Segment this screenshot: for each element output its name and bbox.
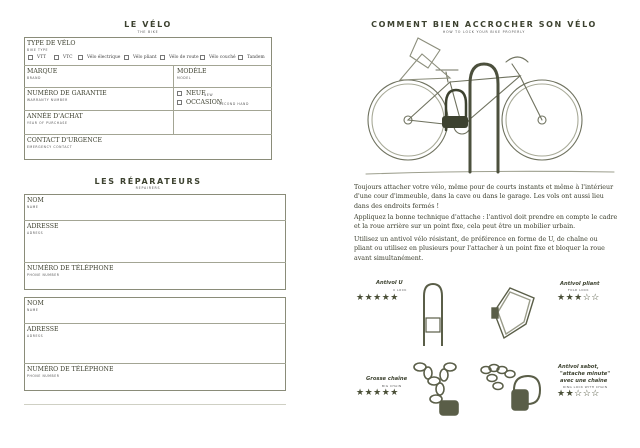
new-label: NEUF (186, 90, 206, 97)
divider (24, 134, 272, 135)
divider (24, 262, 286, 263)
new-sublabel: NEW (204, 93, 214, 97)
warranty-label: NUMÉRO DE GARANTIE (27, 90, 107, 97)
option-label: Tandem (247, 55, 265, 60)
velo-subtitle: THE BIKE (137, 30, 159, 34)
repairers-title: LES RÉPARATEURS (94, 177, 202, 186)
repairer-address-sublabel: ADRESS (27, 334, 44, 338)
repairer-name-label: NOM (27, 197, 44, 204)
repairers-subtitle: REPAIRERS (135, 186, 161, 190)
bike-type-sublabel: BIKE TYPE (27, 48, 49, 52)
repairer-phone-sublabel: PHONE NUMBER (27, 273, 60, 277)
ring-lock-name: Antivol sabot, (558, 364, 599, 370)
chain-lock-sublabel: BIG CHAIN (382, 384, 402, 388)
divider (24, 363, 286, 364)
ring-lock-name-line3: avec une chaîne (560, 378, 608, 384)
checkbox-tandem[interactable] (238, 55, 243, 60)
option-label: VTC (63, 55, 73, 60)
option-label: Vélo électrique (87, 55, 121, 60)
model-sublabel: MODEL (177, 76, 192, 80)
fold-lock-name: Antivol pliant (560, 281, 600, 287)
bike-type-label: TYPE DE VÉLO (27, 40, 76, 47)
u-lock-rating: ★★★★★ (356, 293, 399, 303)
repairer-card-1 (24, 194, 286, 290)
checkbox-vtc[interactable] (54, 55, 59, 60)
divider (24, 323, 286, 324)
fold-lock-rating: ★★★☆☆ (557, 293, 600, 303)
model-label: MODÈLE (177, 68, 207, 75)
brand-sublabel: BRAND (27, 76, 41, 80)
divider (173, 65, 174, 134)
divider (24, 65, 272, 66)
chain-lock-icon (410, 355, 470, 420)
repairer-phone-label: NUMÉRO DE TÉLÉPHONE (27, 265, 114, 272)
checkbox-folding[interactable] (124, 55, 129, 60)
checkbox-second-hand[interactable] (177, 100, 182, 105)
emergency-contact-sublabel: EMERGENCY CONTACT (27, 145, 73, 149)
ring-lock-rating: ★★☆☆☆ (557, 389, 600, 399)
brand-label: MARQUE (27, 68, 58, 75)
paragraph-choose-lock: Utilisez un antivol vélo résistant, de préférence en forme de U, de chaîne ou pliant ou utilisez en plusieurs pour l'attacher à un point fixe et bloquer la roue avant simultanément. (354, 236, 605, 262)
purchase-year-sublabel: YEAR OF PURCHASE (27, 121, 68, 125)
chain-lock-rating: ★★★★★ (356, 388, 399, 398)
option-label: VTT (37, 55, 47, 60)
ring-lock-sublabel: RING LOCK WITH CHAIN (563, 385, 608, 389)
repairer-card-2 (24, 297, 286, 391)
bike-locked-illustration (352, 34, 618, 180)
fold-lock-sublabel: FOLD LOCK (568, 288, 589, 292)
repairer-address-sublabel: ADRESS (27, 231, 44, 235)
paragraph-technique: Appliquez la bonne technique d'attache : l'antivol doit prendre en compte le cadre et la roue arrière sur un point fixe, cela peut être un mobilier urbain. (354, 214, 618, 231)
chain-lock-name: Grosse chaîne (366, 376, 408, 382)
second-hand-label: OCCASION (186, 99, 223, 106)
option-label: Vélo pliant (133, 55, 157, 60)
divider (24, 220, 286, 221)
checkbox-recumbent[interactable] (200, 55, 205, 60)
repairer-name-sublabel: NAME (27, 308, 39, 312)
repairer-name-sublabel: NAME (27, 205, 39, 209)
fold-lock-icon (488, 282, 544, 344)
option-label: Vélo de route (169, 55, 199, 60)
lock-guide-subtitle: HOW TO LOCK YOUR BIKE PROPERLY (442, 30, 526, 34)
repairer-phone-label: NUMÉRO DE TÉLÉPHONE (27, 366, 114, 373)
option-label: Vélo couché (209, 55, 236, 60)
u-lock-icon (418, 280, 448, 350)
repairer-address-label: ADRESSE (27, 326, 59, 333)
purchase-year-label: ANNÉE D'ACHAT (27, 113, 83, 120)
checkbox-vtt[interactable] (28, 55, 33, 60)
u-lock-name: Antivol U (376, 280, 403, 286)
u-lock-sublabel: U LOCK (393, 288, 407, 292)
checkbox-new[interactable] (177, 91, 182, 96)
emergency-contact-label: CONTACT D'URGENCE (27, 137, 102, 144)
repairer-name-label: NOM (27, 300, 44, 307)
warranty-sublabel: WARRANTY NUMBER (27, 98, 68, 102)
repairer-phone-sublabel: PHONE NUMBER (27, 374, 60, 378)
ring-lock-icon (478, 360, 544, 418)
repairer-address-label: ADRESSE (27, 223, 59, 230)
checkbox-road[interactable] (160, 55, 165, 60)
checkbox-electric[interactable] (78, 55, 83, 60)
velo-title: LE VÉLO (124, 20, 172, 29)
divider (24, 87, 272, 88)
paragraph-always-lock: Toujours attacher votre vélo, même pour de courts instants et même à l'intérieur d'une cour d'immeuble, dans la cave ou dans le garage. Les vols ont aussi lieu dans des endroits fermés ! (354, 184, 614, 210)
ring-lock-name-line2: "attache minute" (560, 371, 611, 377)
divider (24, 110, 272, 111)
second-hand-sublabel: SECOND HAND (219, 102, 249, 106)
divider (24, 404, 286, 405)
lock-guide-title: COMMENT BIEN ACCROCHER SON VÉLO (371, 20, 597, 29)
